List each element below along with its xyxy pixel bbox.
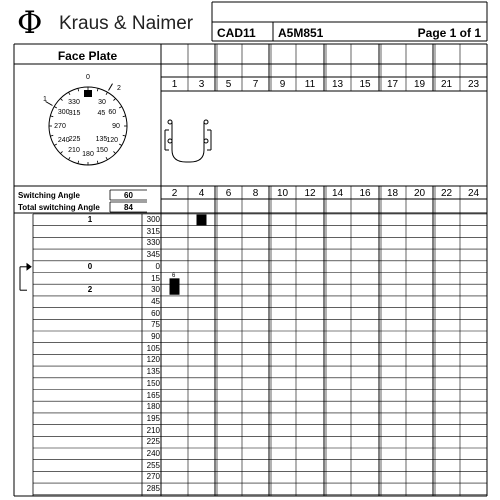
position-0: 0 — [87, 261, 93, 271]
dial-label-270: 270 — [54, 123, 66, 130]
angle-225: 225 — [146, 437, 160, 447]
terminal-bottom-24: 24 — [467, 188, 480, 199]
dial-tick — [97, 161, 98, 164]
dial-tick — [106, 92, 108, 95]
dial-tick — [60, 151, 62, 153]
dial-label-315: 315 — [68, 109, 81, 117]
dial-tick — [113, 151, 115, 153]
terminal-bottom-16: 16 — [359, 188, 371, 199]
dial-label-0-outer: 0 — [86, 74, 90, 81]
terminal-top-15: 15 — [359, 79, 371, 90]
dial-position-2: 2 — [117, 85, 121, 92]
angle-60: 60 — [151, 308, 160, 318]
angle-105: 105 — [146, 343, 160, 353]
terminal-top-11: 11 — [304, 79, 316, 90]
total-switching-angle-label: Total switching Angle — [18, 203, 100, 212]
angle-315: 315 — [146, 226, 160, 236]
terminal-bottom-18: 18 — [386, 188, 399, 199]
terminal-bottom-20: 20 — [413, 188, 426, 199]
dial-tick — [69, 92, 71, 95]
terminal-4-icon — [204, 139, 208, 143]
dial-label-150: 150 — [96, 147, 108, 155]
dial-tick — [78, 88, 79, 91]
terminal-top-7: 7 — [252, 79, 259, 90]
dial-tick — [123, 116, 126, 117]
angle-210: 210 — [146, 425, 160, 435]
code-article: A5M851 — [278, 26, 324, 40]
dial-tick — [78, 161, 79, 164]
code-cad: CAD11 — [217, 26, 256, 40]
dial-tick — [106, 157, 108, 160]
angle-240: 240 — [146, 449, 160, 458]
angle-180: 180 — [146, 402, 160, 412]
dial-label-180: 180 — [82, 151, 94, 158]
page-indicator: Page 1 of 1 — [417, 26, 481, 40]
terminal-bottom-8: 8 — [252, 188, 259, 199]
angle-285: 285 — [146, 484, 160, 494]
dial-label-90: 90 — [112, 123, 120, 130]
angle-300: 300 — [146, 215, 160, 224]
contact-link — [172, 122, 204, 162]
contact-closed-mark — [197, 215, 207, 226]
angle-0: 0 — [155, 261, 160, 271]
terminal-top-13: 13 — [331, 79, 344, 90]
dial-label-300: 300 — [57, 109, 70, 116]
dial-label-240: 240 — [57, 137, 70, 144]
dial-label-60: 60 — [108, 109, 117, 116]
dial-tick — [113, 98, 115, 100]
angle-90: 90 — [151, 332, 160, 341]
dial-label-225: 225 — [68, 136, 81, 144]
terminal-top-9: 9 — [279, 79, 286, 90]
terminal-top-17: 17 — [386, 79, 399, 90]
terminal-bottom-6: 6 — [225, 188, 232, 199]
position-pointer — [109, 84, 113, 91]
terminal-top-1: 1 — [171, 79, 178, 90]
terminal-bottom-12: 12 — [304, 188, 316, 199]
switching-angle-value: 60 — [124, 191, 133, 200]
dial-tick — [60, 98, 62, 100]
terminal-bottom-2: 2 — [171, 188, 178, 199]
brand-name: Kraus & Naimer — [59, 13, 194, 34]
dial-label-30: 30 — [98, 98, 106, 106]
angle-30: 30 — [151, 285, 160, 295]
dial-position-1: 1 — [43, 96, 47, 103]
angle-195: 195 — [146, 413, 160, 423]
angle-150: 150 — [146, 378, 160, 388]
terminal-1-icon — [168, 120, 172, 124]
dial-label-120: 120 — [106, 137, 119, 144]
terminal-2-icon — [168, 139, 172, 143]
terminal-top-19: 19 — [413, 79, 426, 90]
position-1: 1 — [87, 215, 93, 224]
terminal-3-icon — [204, 120, 208, 124]
brand-logo-symbol: Φ — [17, 5, 43, 41]
dial-tick — [69, 157, 71, 160]
angle-120: 120 — [146, 355, 160, 365]
face-plate-title: Face Plate — [57, 49, 118, 63]
contact-diagram — [165, 120, 211, 162]
position-2: 2 — [87, 285, 93, 295]
angle-45: 45 — [151, 296, 160, 306]
angle-345: 345 — [146, 250, 160, 260]
terminal-top-5: 5 — [225, 79, 232, 90]
angle-270: 270 — [146, 472, 160, 482]
terminal-top-21: 21 — [440, 79, 453, 90]
dial-label-330: 330 — [68, 98, 80, 106]
terminal-top-3: 3 — [198, 79, 205, 90]
contact-note: 6 — [172, 272, 176, 279]
dial-pointer-icon — [84, 90, 92, 97]
angle-165: 165 — [146, 390, 160, 400]
dial-label-210: 210 — [68, 147, 80, 155]
angle-75: 75 — [151, 320, 160, 330]
switching-angle-label: Switching Angle — [18, 191, 80, 200]
angle-255: 255 — [146, 460, 160, 470]
dial-tick — [97, 88, 98, 91]
terminal-bottom-14: 14 — [331, 188, 344, 199]
terminal-top-23: 23 — [467, 79, 480, 90]
angle-135: 135 — [146, 367, 160, 377]
dial-label-45: 45 — [97, 109, 106, 117]
angle-15: 15 — [151, 273, 160, 283]
terminal-bottom-10: 10 — [276, 188, 289, 199]
contact-closed-mark — [170, 278, 180, 294]
dial-tick — [123, 135, 126, 136]
total-switching-angle-value: 84 — [124, 203, 133, 212]
dial-label-135: 135 — [95, 136, 108, 144]
bracket-arrow-icon — [27, 264, 31, 270]
terminal-bottom-4: 4 — [198, 188, 205, 199]
terminal-bottom-22: 22 — [440, 188, 453, 199]
angle-330: 330 — [146, 238, 160, 248]
